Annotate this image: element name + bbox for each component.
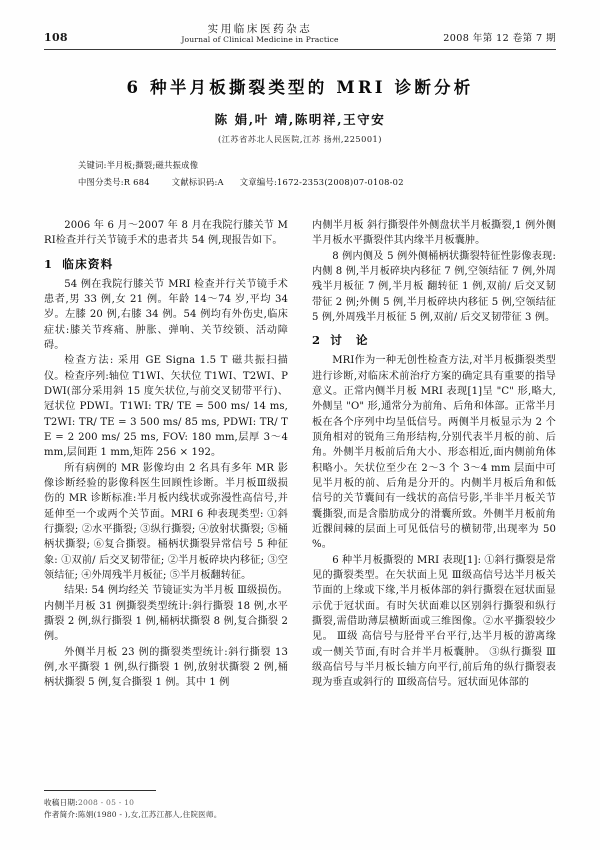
- article-id-value: 1672-2353(2008)07-0108-02: [277, 177, 404, 188]
- section-heading-clinical-data: [44, 256, 288, 272]
- paragraph-method: 检查方法: 采用 GE Signa 1.5 T 磁共振扫描仪。检查序列:轴位 T1WI、矢状位 T1WI、T2WI、PDWI(部分采用斜 15 度矢状位,与前交叉韧带平行)、冠状位 PDWI。T1WI: TR/ TE = 500 ms/ 14 ms, T2WI: TR/ TE = 3 500 ms/ 85 ms, PDWI: TR/ TE = 2 200 ms/ 25 ms, FOV: 180 mm,层厚 3～4 mm,层间距 1 mm,矩阵 256 × 192。: [44, 355, 288, 459]
- journal-title-en: Journal of Clinical Medicine in Practice: [181, 35, 339, 45]
- paragraph-lateral: 外侧半月板 23 例的撕裂类型统计:斜行撕裂 13 例,水平撕裂 1 例,纵行撕裂 1 例,放射状撕裂 2 例,桶柄状撕裂 5 例,复合撕裂 1 例。其中 1 例: [44, 646, 288, 689]
- paragraph-bucket-handle: 8 例内侧及 5 例外侧桶柄状撕裂特征性影像表现:内侧 8 例,半月板碎块内移征 7 例,空领结征 7 例,外周残半月板征 7 例,半月板 翻转征 1 例,双前/ 后交叉韧带征 2 例;外侧 5 例,半月板碎块内移征 5 例,空领结征 5 例,外周残半月板征 5 例,双前/ 后交叉韧带征 3 例。: [312, 250, 556, 323]
- paragraph-results: 结果: 54 例均经关 节镜证实为半月板 Ⅲ级损伤。内侧半月板 31 例撕裂类型统计:斜行撕裂 18 例,水平撕裂 2 例,纵行撕裂 1 例,桶柄状撕裂 8 例,复合撕裂 2 例。: [44, 585, 288, 643]
- section-title: 临床资料: [62, 256, 114, 271]
- footnote-block: [44, 790, 288, 822]
- header-divider: [44, 49, 556, 50]
- clc-value: R 684: [123, 177, 150, 188]
- affiliation: (江苏省苏北人民医院,江苏 扬州,225001): [218, 134, 382, 145]
- right-column: [312, 218, 556, 832]
- body-columns: [44, 218, 556, 832]
- author-bio-label: 作者简介:: [44, 810, 78, 820]
- section-number: 2: [312, 333, 322, 348]
- left-column: [44, 218, 288, 832]
- paragraph-cases: 54 例在我院行膝关节 MRI 检查并行关节镜手术患者,男 33 例,女 21 例。年龄 14～74 岁,平均 34 岁。左膝 20 例,右膝 34 例。54 例均有外伤史,临床症状:膝关节疼痛、肿胀、弹响、关节绞锁、活动障碍。: [44, 278, 288, 351]
- journal-masthead: [114, 23, 406, 46]
- running-head: [44, 0, 556, 46]
- journal-title-cn: 实用临床医药杂志: [207, 23, 313, 36]
- issue-info: 2008 年第 12 卷第 7 期: [443, 33, 556, 44]
- paragraph-intro: 2006 年 6 月～2007 年 8 月在我院行膝关节 MRI检查并行关节镜手术的患者共 54 例,现报告如下。: [44, 220, 288, 247]
- doc-code-value: A: [217, 177, 224, 188]
- page-title: 6 种半月板撕裂类型的 MRI 诊断分析: [126, 78, 474, 97]
- article-metadata: [78, 157, 556, 191]
- author-bio-line: [44, 809, 288, 822]
- paragraph-continued: 内侧半月板 斜行撕裂伴外侧盘状半月板撕裂,1 例外侧半月板水平撕裂伴其内缘半月板囊肿。: [312, 220, 556, 247]
- received-date-label: 收稿日期:: [44, 797, 78, 807]
- keywords-label: 关键词:: [78, 160, 107, 171]
- keywords-value: 半月板;撕裂;磁共振成像: [106, 160, 199, 171]
- paragraph-diagnosis: 所有病例的 MR 影像均由 2 名具有多年 MR 影像诊断经验的影像科医生回顾性诊断。半月板Ⅲ级损伤的 MR 诊断标准:半月板内线状或弥漫性高信号,并延伸至一个或两个关节面。MRI 6 种表现类型: ①斜行撕裂; ②水平撕裂; ③纵行撕裂; ④放射状撕裂; ⑤桶柄状撕裂; ⑥复合撕裂。桶柄状撕裂异常信号 5 种征象: ①双前/ 后交叉韧带征; ②半月板碎块内移征; ③空领结征; ④外周残半月板征; ⑤半月板翻转征。: [44, 462, 288, 581]
- received-date-value: 2008 - 05 - 10: [77, 797, 135, 807]
- doc-code-label: 文献标识码:: [171, 177, 218, 188]
- title-block: [44, 76, 556, 145]
- paragraph-discussion-2: 6 种半月板撕裂的 MRI 表现[1]: ①斜行撕裂是常见的撕裂类型。在矢状面上见 Ⅲ级高信号达半月板关节面的上缘或下缘,半月板体部的斜行撕裂在冠状面显示优于冠状面。有时矢状面难以区别斜行撕裂和纵行撕裂,需借助薄层横断面或三维图像。②水平撕裂较少见。 Ⅲ级 高信号与胫骨平台平行,达半月板的游离缘或一侧关节面,有时合并半月板囊肿。 ③纵行撕裂 Ⅲ级高信号与半月板长轴方向平行,前后角的纵行撕裂表现为垂直或斜行的 Ⅲ级高信号。冠状面见体部的: [312, 554, 556, 689]
- clc-label: 中图分类号:: [78, 177, 124, 188]
- classification-line: [78, 174, 556, 191]
- footnote-divider: [44, 790, 156, 791]
- section-heading-discussion: [312, 332, 556, 348]
- keywords-line: [78, 157, 556, 174]
- received-date-line: [44, 797, 288, 810]
- page-number: 108: [44, 31, 68, 44]
- author-list: 陈 娟,叶 靖,陈明祥,王守安: [214, 112, 386, 128]
- section-title: 讨 论: [330, 333, 373, 348]
- section-number: 1: [44, 256, 54, 271]
- article-id-label: 文章编号:: [239, 177, 278, 188]
- author-bio-value: 陈娟(1980 - ),女,江苏江都人,住院医师。: [77, 810, 222, 820]
- paragraph-discussion-1: MRI作为一种无创性检查方法,对半月板撕裂类型进行诊断,对临床术前治疗方案的确定具有重要的指导意义。正常内侧半月板 MRI 表现[1]呈 "C" 形,略大,外侧呈 "O" 形,通常分为前角、后角和体部。正常半月板在各个序列中均呈低信号。两侧半月板显示为 2 个顶角相对的锐角三角形结构,分别代表半月板的前、后角。外侧半月板前后角大小、形态相近,面内侧前角体积略小。矢状位至少在 2～3 个 3～4 mm 层面中可见半月板的前、后角是分开的。内侧半月板后角和低信号的关节囊间有一线状的高信号影,半非半月板关节囊撕裂,而是含脂肪成分的滑囊所致。外侧半月板前角近髁间棘的层面上可见低信号的横韧带,出现率为 50 %。: [312, 355, 556, 551]
